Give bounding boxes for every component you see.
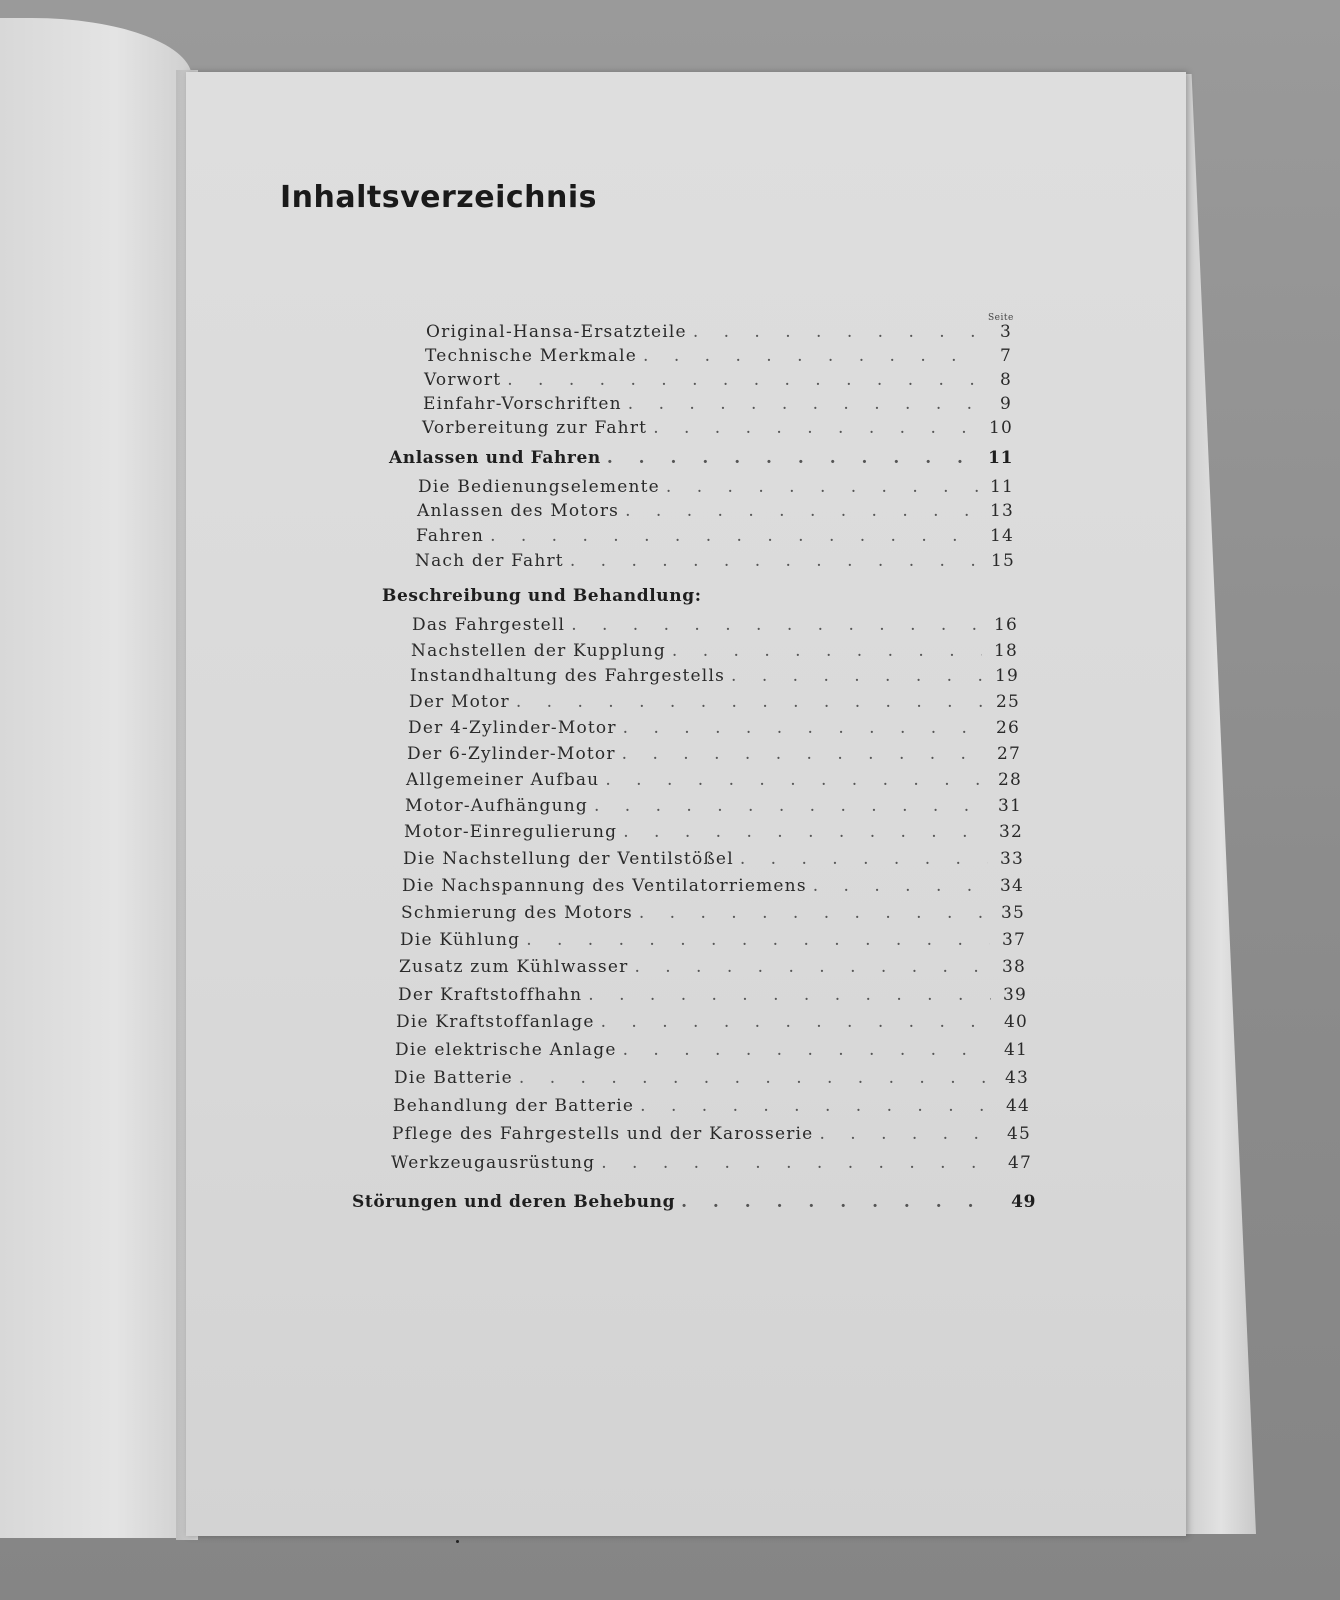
toc-entry	[406, 770, 1022, 790]
toc-entry-page-number: 45	[1006, 1124, 1031, 1144]
toc-entry	[412, 615, 1018, 635]
toc-entry	[416, 526, 1014, 546]
toc-entry	[398, 985, 1027, 1005]
toc-entry	[424, 370, 1012, 390]
toc-entry	[422, 418, 1013, 438]
toc-entry-label: Schmierung des Motors	[401, 903, 633, 923]
toc-entry-page-number: 35	[1000, 903, 1025, 923]
toc-entry-label: Die elektrische Anlage	[395, 1040, 617, 1060]
dot-leader	[490, 526, 978, 546]
toc-entry-page-number: 11	[988, 448, 1013, 468]
toc-entry-page-number: 14	[989, 526, 1014, 546]
dot-leader	[625, 501, 978, 521]
toc-entry	[417, 501, 1014, 521]
toc-entry-page-number: 34	[999, 876, 1024, 896]
toc-entry-page-number: 15	[990, 551, 1015, 571]
dot-leader	[607, 448, 977, 468]
toc-entry-page-number: 13	[989, 501, 1014, 521]
toc-entry	[411, 641, 1018, 661]
toc-entry-label: Technische Merkmale	[425, 346, 638, 366]
toc-entry-label: Der 6-Zylinder-Motor	[407, 744, 616, 764]
toc-entry-label: Zusatz zum Kühlwasser	[399, 957, 629, 977]
dot-leader	[623, 1040, 992, 1060]
dot-leader	[570, 551, 979, 571]
section-heading-row	[389, 448, 1013, 468]
dot-leader	[628, 394, 976, 414]
toc-entry-page-number: 49	[1011, 1192, 1036, 1212]
toc-entry-page-number: 10	[988, 418, 1013, 438]
toc-entry-page-number: 26	[995, 718, 1020, 738]
toc-entry	[392, 1124, 1031, 1144]
toc-entry	[407, 744, 1021, 764]
toc-entry	[405, 796, 1022, 816]
dot-leader	[731, 666, 983, 686]
toc-entry	[394, 1068, 1029, 1088]
toc-entry-page-number: 41	[1003, 1040, 1028, 1060]
dot-leader	[666, 477, 978, 497]
toc-entry-page-number: 18	[993, 641, 1018, 661]
dot-leader	[681, 1192, 1000, 1212]
toc-entry	[400, 930, 1026, 950]
toc-entry-label: Original-Hansa-Ersatzteile	[426, 322, 687, 342]
toc-entry-label: Die Bedienungselemente	[418, 477, 660, 497]
dot-leader	[623, 718, 984, 738]
toc-entry-page-number: 32	[998, 822, 1023, 842]
toc-entry-label: Vorwort	[424, 370, 502, 390]
dot-leader	[623, 822, 987, 842]
toc-entry-label: Der Kraftstoffhahn	[398, 985, 583, 1005]
dot-leader	[594, 796, 986, 816]
dot-leader	[601, 1012, 992, 1032]
toc-entry-label: Die Kühlung	[400, 930, 521, 950]
toc-entry-page-number: 8	[999, 370, 1012, 390]
toc-entry	[423, 394, 1012, 414]
toc-entry-page-number: 11	[989, 477, 1014, 497]
dot-leader	[571, 615, 982, 635]
toc-entry	[393, 1096, 1030, 1116]
dot-leader	[601, 1153, 996, 1173]
toc-entry-label: Nachstellen der Kupplung	[411, 641, 666, 661]
dot-leader	[740, 849, 988, 869]
dot-leader	[507, 370, 976, 390]
toc-entry-label: Der 4-Zylinder-Motor	[408, 718, 617, 738]
dot-leader	[519, 1068, 993, 1088]
dot-leader	[634, 957, 990, 977]
toc-entry-page-number: 37	[1001, 930, 1026, 950]
toc-entry-label: Vorbereitung zur Fahrt	[422, 418, 648, 438]
toc-entry-page-number: 27	[996, 744, 1021, 764]
toc-entry	[401, 903, 1025, 923]
toc-entry-page-number: 7	[999, 346, 1012, 366]
toc-entry	[425, 346, 1012, 366]
dot-leader	[605, 770, 986, 790]
toc-entry	[399, 957, 1026, 977]
toc-entry	[391, 1153, 1032, 1173]
dot-leader	[672, 641, 982, 661]
toc-entry-page-number: 33	[999, 849, 1024, 869]
dot-leader	[639, 903, 989, 923]
toc-entry-label: Störungen und deren Behebung	[352, 1192, 676, 1212]
toc-entry-label: Allgemeiner Aufbau	[406, 770, 600, 790]
toc-entry-page-number: 25	[995, 692, 1020, 712]
toc-entry	[415, 551, 1015, 571]
dot-leader	[653, 418, 977, 438]
toc-entry	[402, 876, 1024, 896]
toc-entry-page-number: 39	[1002, 985, 1027, 1005]
section-heading-row	[352, 1192, 1036, 1212]
dot-leader	[640, 1096, 994, 1116]
section-heading: Beschreibung und Behandlung:	[382, 586, 702, 606]
dot-leader	[643, 346, 976, 366]
toc-entry-label: Fahren	[416, 526, 485, 546]
toc-entry-label: Anlassen und Fahren	[389, 448, 601, 468]
toc-entry-label: Motor-Einregulierung	[404, 822, 618, 842]
toc-entry-page-number: 31	[997, 796, 1022, 816]
toc-entry-page-number: 44	[1005, 1096, 1030, 1116]
toc-entry-label: Die Batterie	[394, 1068, 513, 1088]
toc-entry-label: Behandlung der Batterie	[393, 1096, 635, 1116]
left-page	[0, 18, 192, 1538]
toc-entry-page-number: 47	[1007, 1153, 1032, 1173]
toc-entry	[426, 322, 1012, 342]
toc-entry-label: Der Motor	[409, 692, 510, 712]
toc-entry	[404, 822, 1023, 842]
page-column-label: Seite	[988, 313, 1014, 323]
dot-leader	[819, 1124, 995, 1144]
toc-entry	[418, 477, 1014, 497]
dust-speck	[456, 1540, 459, 1543]
dot-leader	[526, 930, 990, 950]
toc-entry-page-number: 43	[1004, 1068, 1029, 1088]
toc-entry	[403, 849, 1024, 869]
toc-entry-label: Anlassen des Motors	[417, 501, 620, 521]
toc-entry-page-number: 40	[1003, 1012, 1028, 1032]
toc-entry	[395, 1040, 1028, 1060]
dot-leader	[693, 322, 976, 342]
toc-entry-label: Werkzeugausrüstung	[391, 1153, 596, 1173]
dot-leader	[813, 876, 988, 896]
toc-entry-label: Instandhaltung des Fahrgestells	[410, 666, 726, 686]
toc-entry-page-number: 3	[999, 322, 1012, 342]
page-title: Inhaltsverzeichnis	[280, 180, 598, 215]
toc-entry-page-number: 28	[997, 770, 1022, 790]
toc-entry-label: Die Nachspannung des Ventilatorriemens	[402, 876, 807, 896]
toc-entry-label: Die Nachstellung der Ventilstößel	[403, 849, 734, 869]
toc-entry	[410, 666, 1019, 686]
toc-entry-page-number: 19	[994, 666, 1019, 686]
toc-entry-label: Nach der Fahrt	[415, 551, 564, 571]
toc-entry-page-number: 16	[993, 615, 1018, 635]
toc-entry-page-number: 38	[1001, 957, 1026, 977]
toc-entry	[408, 718, 1020, 738]
toc-entry-label: Einfahr-Vorschriften	[423, 394, 622, 414]
toc-entry-page-number: 9	[999, 394, 1012, 414]
toc-entry-label: Das Fahrgestell	[412, 615, 566, 635]
toc-entry-label: Motor-Aufhängung	[405, 796, 588, 816]
toc-entry	[396, 1012, 1028, 1032]
dot-leader	[588, 985, 991, 1005]
toc-entry	[409, 692, 1020, 712]
toc-entry-label: Pflege des Fahrgestells und der Karosserie	[392, 1124, 814, 1144]
toc-entry-label: Die Kraftstoffanlage	[396, 1012, 595, 1032]
dot-leader	[516, 692, 984, 712]
dot-leader	[622, 744, 985, 764]
